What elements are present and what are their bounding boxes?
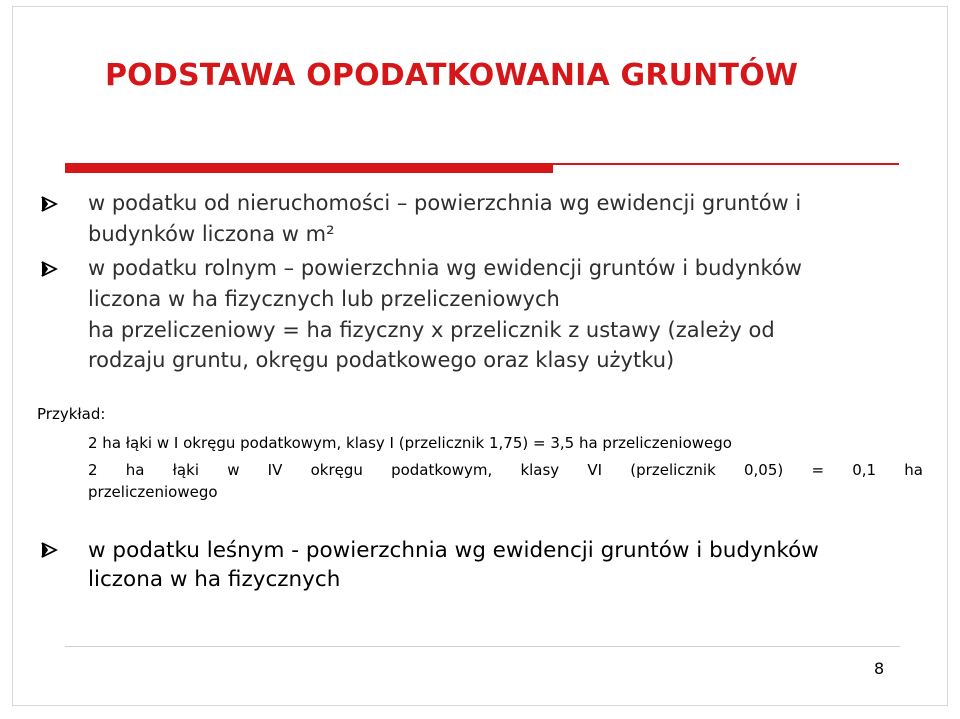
bullet-property-tax-line1: w podatku od nieruchomości – powierzchnia wg ewidencji gruntów i [88,191,802,215]
conversion-formula-line1: ha przeliczeniowy = ha fizyczny x przelicznik z ustawy (zależy od [88,318,775,342]
arrowhead-bullet-icon [40,195,58,213]
bullet-forest-tax-line1: w podatku leśnym - powierzchnia wg ewidencji gruntów i budynków [88,538,819,563]
conversion-formula-line2: rodzaju gruntu, okręgu podatkowego oraz klasy użytku) [88,348,675,372]
bullet-agricultural-tax-line2: liczona w ha fizycznych lub przeliczeniowych [88,287,560,311]
title-underline-thick [65,163,553,173]
footer-divider [65,646,900,647]
bullet-agricultural-tax-line1: w podatku rolnym – powierzchnia wg ewidencji gruntów i budynków [88,256,802,280]
arrowhead-bullet-icon [40,541,58,559]
example-line-2-continued: przeliczeniowego [88,483,218,501]
example-label: Przykład: [37,405,106,423]
title-underline-thin [553,163,899,165]
example-line-1: 2 ha łąki w I okręgu podatkowym, klasy I (przelicznik 1,75) = 3,5 ha przeliczeniowego [88,434,732,452]
page-number: 8 [874,659,885,678]
slide-title: PODSTAWA OPODATKOWANIA GRUNTÓW [105,58,799,93]
bullet-forest-tax-line2: liczona w ha fizycznych [88,567,341,592]
example-line-2: 2 ha łąki w IV okręgu podatkowym, klasy VI (przelicznik 0,05) = 0,1 ha [88,461,923,479]
arrowhead-bullet-icon [40,260,58,278]
bullet-property-tax-line2: budynków liczona w m² [88,222,335,246]
